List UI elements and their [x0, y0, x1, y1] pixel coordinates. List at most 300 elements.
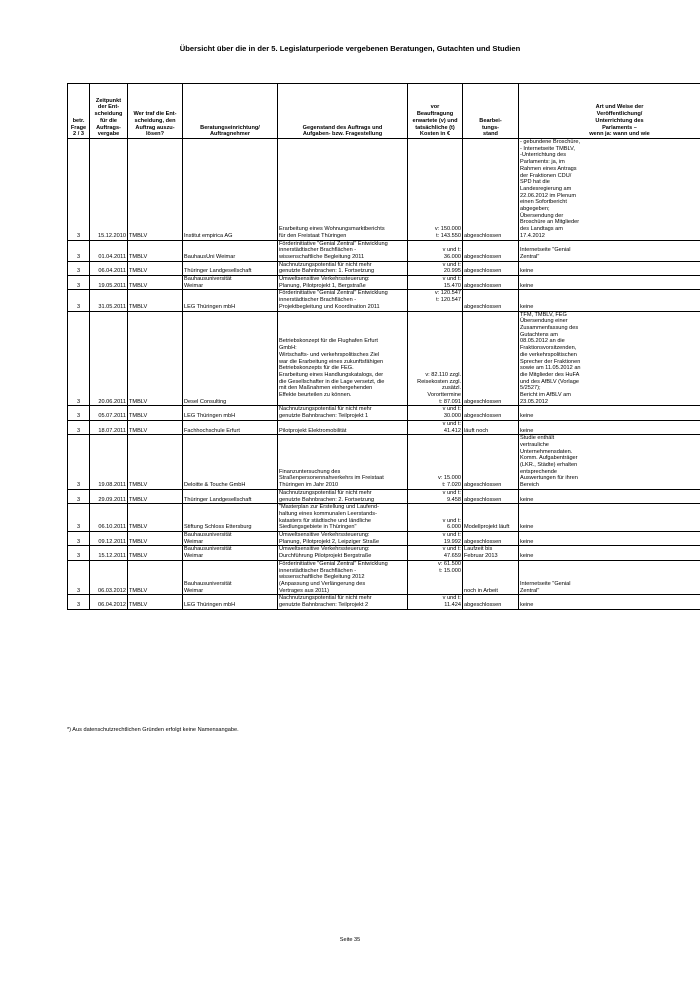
text-line: keine	[520, 496, 534, 503]
text-line: Weimar	[184, 587, 204, 594]
cell-wer: TMBLV	[128, 261, 183, 275]
cell-stand	[463, 532, 519, 546]
text-line: entsprechende	[520, 468, 558, 475]
cell-datum: 15.12.2011	[90, 546, 128, 560]
text-line: abgeschlossen	[464, 482, 502, 489]
cell-art	[519, 546, 700, 560]
table-row	[68, 290, 700, 311]
text-line: abgeschlossen	[464, 398, 502, 405]
text-line: Kosten in €	[419, 131, 451, 138]
cell-frage: 3	[68, 546, 90, 560]
table-row	[68, 435, 700, 490]
text-line: Parlaments: ja, im	[520, 159, 565, 166]
header-wer	[128, 84, 183, 139]
text-line: Wirtschafts- und verkehrspolitisches Ziel	[279, 351, 380, 358]
cell-art	[519, 532, 700, 546]
text-line: Betriebskonzepts für die FEG.	[279, 365, 354, 372]
cell-kosten	[408, 435, 463, 490]
text-line: genutzte Bahnbrachen: 2. Fortsetzung	[279, 496, 375, 503]
cell-stand	[463, 276, 519, 290]
cell-wer: TMBLV	[128, 290, 183, 311]
text-line: 15.470	[443, 282, 461, 289]
text-line: Übersendung einer	[520, 318, 568, 325]
cell-frage: 3	[68, 261, 90, 275]
text-line: abgeschlossen	[464, 253, 502, 260]
cell-frage: 3	[68, 290, 90, 311]
text-line: keine	[520, 602, 534, 609]
text-line: v und t:	[442, 276, 461, 283]
cell-art	[519, 261, 700, 275]
text-line: abgeschlossen	[464, 268, 502, 275]
text-line: betr.	[72, 117, 85, 124]
cell-einrichtung	[183, 435, 278, 490]
cell-kosten	[408, 311, 463, 406]
text-line: der Ent-	[97, 104, 120, 111]
text-line: Vertrages aus 2011)	[279, 587, 329, 594]
text-line: Übersendung der	[520, 212, 564, 219]
cell-frage: 3	[68, 504, 90, 532]
cell-stand	[463, 560, 519, 595]
cell-kosten	[408, 560, 463, 595]
text-line: Gutachtens am	[520, 331, 558, 338]
text-line: erwartete (v) und	[412, 117, 458, 124]
cell-datum: 31.05.2011	[90, 290, 128, 311]
text-line: Unterrichtung des	[595, 117, 644, 124]
text-line: vertrauliche	[520, 441, 549, 448]
cell-frage: 3	[68, 435, 90, 490]
text-line: abgeschlossen	[464, 282, 502, 289]
cell-gegenstand	[278, 595, 408, 609]
text-line: keine	[520, 303, 534, 310]
cell-gegenstand	[278, 504, 408, 532]
text-line: Frage	[70, 124, 87, 131]
text-line: v und t:	[442, 420, 461, 427]
document-title: Übersicht über die in der 5. Legislaturperiode vergebenen Beratungen, Gutachten und Studien	[179, 44, 521, 53]
cell-gegenstand	[278, 290, 408, 311]
cell-wer: TMBLV	[128, 276, 183, 290]
cell-wer: TMBLV	[128, 532, 183, 546]
text-line: Wer traf die Ent-	[133, 111, 177, 118]
cell-kosten	[408, 290, 463, 311]
text-line: Bereich	[520, 482, 539, 489]
cell-stand	[463, 311, 519, 406]
text-line: wissenschaftliche Begleitung 2012	[279, 574, 365, 581]
text-line: "Masterplan zur Erstellung und Laufend-	[279, 504, 379, 511]
text-line: Landesregierung am	[520, 185, 572, 192]
text-line: Bauhausuniversität	[184, 546, 232, 553]
text-line: abgeschlossen	[464, 413, 502, 420]
table-row	[68, 420, 700, 434]
text-line: v und t:	[442, 489, 461, 496]
text-line: Bauhausuniversität	[184, 276, 232, 283]
cell-gegenstand	[278, 420, 408, 434]
text-line: v und t:	[442, 406, 461, 413]
text-line: Durchführung Pilotprojekt Bergstraße	[279, 553, 372, 560]
text-line: Deloitte & Touche GmbH	[184, 482, 246, 489]
text-line: abgeschlossen	[464, 303, 502, 310]
text-line: LEG Thüringen mbH	[184, 602, 236, 609]
text-line: Gegenstand des Auftrags und	[302, 124, 383, 131]
cell-kosten	[408, 240, 463, 261]
cell-frage: 3	[68, 595, 90, 609]
text-line: Fachhochschule Erfurt	[184, 427, 240, 434]
cell-gegenstand	[278, 560, 408, 595]
cell-wer: TMBLV	[128, 420, 183, 434]
text-line: Desel Consulting	[184, 398, 227, 405]
text-line: -Unterrichtung des	[520, 152, 567, 159]
text-line: Bauhausuniversität	[184, 532, 232, 539]
text-line: GmbH:	[279, 345, 297, 352]
text-line: Umweltsensitive Verkehrssteuerung:	[279, 276, 370, 283]
text-line: - Internetseite TMBLV,	[520, 145, 575, 152]
text-line: 36.000	[443, 253, 461, 260]
cell-einrichtung	[183, 420, 278, 434]
cell-frage: 3	[68, 276, 90, 290]
text-line: 47.659	[443, 553, 461, 560]
text-line: 2 / 3	[73, 131, 84, 138]
text-line: die Gesellschafter in die Lage versetzt, die	[279, 378, 385, 385]
cell-datum: 06.04.2012	[90, 595, 128, 609]
cell-gegenstand	[278, 532, 408, 546]
text-line: Weimar	[184, 538, 204, 545]
text-line: Pilotprojekt Elektromobilität	[279, 427, 347, 434]
text-line: t: 7.020	[442, 482, 461, 489]
table-row	[68, 560, 700, 595]
cell-frage: 3	[68, 311, 90, 406]
text-line: Sprecher der Fraktionen	[520, 358, 581, 365]
text-line: Förderinitiative "Genial Zentral" Entwicklung	[279, 290, 388, 297]
table-row	[68, 261, 700, 275]
header-zeitpunkt	[90, 84, 128, 139]
text-line: Zeitpunkt	[95, 97, 122, 104]
text-line: t: 15.000	[439, 567, 461, 574]
cell-einrichtung	[183, 546, 278, 560]
cell-stand	[463, 504, 519, 532]
cell-gegenstand	[278, 261, 408, 275]
text-line: für die	[99, 117, 118, 124]
cell-gegenstand	[278, 240, 408, 261]
cell-wer: TMBLV	[128, 406, 183, 420]
text-line: Betriebskonzept für die Flughafen Erfurt	[279, 338, 378, 345]
text-line: v: 120.547	[434, 290, 461, 297]
text-line: 41.412	[443, 427, 461, 434]
cell-art	[519, 435, 700, 490]
cell-wer: TMBLV	[128, 595, 183, 609]
text-line: Fraktionsvorsitzenden,	[520, 345, 577, 352]
text-line: war die Erarbeitung eines zukunftsfähigen	[279, 358, 384, 365]
cell-gegenstand	[278, 139, 408, 241]
header-gegenstand	[278, 84, 408, 139]
text-line: t: 87.091	[439, 398, 461, 405]
cell-frage: 3	[68, 139, 90, 241]
text-line: v: 61.500	[437, 560, 461, 567]
text-line: Unternehmensdaten.	[520, 448, 573, 455]
text-line	[409, 581, 461, 588]
table-row	[68, 240, 700, 261]
text-line: läuft noch	[464, 427, 489, 434]
text-line: Beratungseinrichtung/	[200, 124, 260, 131]
cell-wer: TMBLV	[128, 139, 183, 241]
text-line: Stiftung Schloss Ettersburg	[184, 524, 252, 531]
cell-kosten	[408, 532, 463, 546]
text-line: t: 120.547	[436, 297, 461, 304]
cell-frage: 3	[68, 532, 90, 546]
text-line: keine	[520, 427, 534, 434]
cell-kosten	[408, 546, 463, 560]
text-line: Finanzuntersuchung des	[279, 468, 341, 475]
cell-art	[519, 489, 700, 503]
text-line: Bericht im AfBLV am	[520, 392, 571, 399]
text-line: 19.992	[443, 538, 461, 545]
cell-einrichtung	[183, 532, 278, 546]
table-row	[68, 595, 700, 609]
table-row	[68, 489, 700, 503]
cell-gegenstand	[278, 276, 408, 290]
cell-einrichtung	[183, 595, 278, 609]
cell-gegenstand	[278, 546, 408, 560]
header-stand	[463, 84, 519, 139]
cell-wer: TMBLV	[128, 311, 183, 406]
cell-stand	[463, 546, 519, 560]
text-line: Parlaments –	[602, 124, 637, 131]
cell-datum: 15.12.2010	[90, 139, 128, 241]
text-line: Effekte beurteilen zu können.	[279, 392, 352, 399]
text-line: keine	[520, 268, 534, 275]
text-line: abgeschlossen	[464, 232, 502, 239]
text-line: die verkehrspolitischen	[520, 351, 577, 358]
cell-art	[519, 240, 700, 261]
cell-stand	[463, 139, 519, 241]
text-line: (LKR., Städte) erhalten	[520, 462, 578, 469]
text-line: v und t:	[442, 595, 461, 602]
text-line: Zentral"	[520, 587, 540, 594]
text-line: Rahmen eines Antrags	[520, 165, 577, 172]
text-line: BauhausUni Weimar	[184, 253, 236, 260]
text-line: v: 82.110 zzgl.	[425, 371, 461, 378]
text-line: v und t:	[442, 517, 461, 524]
text-line: scheidung	[94, 111, 123, 118]
cell-kosten	[408, 406, 463, 420]
cell-einrichtung	[183, 560, 278, 595]
text-line: 30.000	[443, 413, 461, 420]
cell-art	[519, 290, 700, 311]
table-row	[68, 276, 700, 290]
text-line: noch in Arbeit	[464, 587, 498, 594]
text-line: vergabe	[97, 131, 120, 138]
cell-stand	[463, 489, 519, 503]
text-line: vor	[430, 104, 440, 111]
text-line: Vororttermine	[427, 392, 461, 399]
text-line: Zusammenfassung des	[520, 324, 579, 331]
text-line: innerstädtischer Brachflächen -	[279, 247, 357, 254]
text-line: Umweltsensitive Verkehrssteuerung:	[279, 546, 370, 553]
text-line: v und t:	[442, 532, 461, 539]
text-line: Umweltsensitive Verkehrssteuerung:	[279, 532, 370, 539]
cell-einrichtung	[183, 261, 278, 275]
text-line: Planung, Pilotprojekt 1, Bergstraße	[279, 282, 366, 289]
text-line: für den Freistaat Thüringen	[279, 232, 347, 239]
cell-datum: 09.12.2011	[90, 532, 128, 546]
cell-datum: 19.08.2011	[90, 435, 128, 490]
text-line: (Anpassung und Verlängerung des	[279, 581, 366, 587]
text-line: v: 150.000	[434, 226, 461, 233]
table-body	[68, 139, 700, 610]
text-line: - gebundene Broschüre,	[520, 139, 581, 145]
text-line: TFM, TMBLV, FEG	[520, 311, 567, 318]
text-line: haltung eines kommunalen Leerstands-	[279, 510, 377, 517]
text-line: innerstädtischer Brachflächen -	[279, 297, 357, 304]
cell-kosten	[408, 276, 463, 290]
text-line: keine	[520, 538, 534, 545]
text-line: Beauftragung	[416, 111, 454, 118]
header-einrichtung	[183, 84, 278, 139]
text-line: Internetseite "Genial	[520, 581, 571, 587]
text-line: SPD hat die	[520, 179, 550, 186]
text-line: Projektbegleitung und Koordination 2011	[279, 303, 380, 310]
text-line: einen Sofortbericht	[520, 199, 567, 206]
cell-wer: TMBLV	[128, 546, 183, 560]
cell-kosten	[408, 420, 463, 434]
header-art	[519, 84, 700, 139]
cell-kosten	[408, 595, 463, 609]
text-line: Komm. Aufgabenträger	[520, 455, 578, 462]
text-line: LEG Thüringen mbH	[184, 413, 236, 420]
cell-gegenstand	[278, 311, 408, 406]
cell-gegenstand	[278, 406, 408, 420]
text-line: abgeschlossen	[464, 602, 502, 609]
text-line: wenn ja: wann und wie	[589, 131, 650, 138]
text-line: zusätzl.	[442, 385, 461, 392]
text-line: 08.05.2012 an die	[520, 338, 565, 345]
cell-stand	[463, 420, 519, 434]
text-line: 6.000	[447, 524, 461, 531]
cell-art	[519, 560, 700, 595]
text-line: abgegeben;	[520, 206, 550, 213]
text-line: v und t:	[442, 261, 461, 268]
text-line: 11.424	[444, 602, 461, 609]
text-line: v und t:	[442, 247, 461, 254]
cell-wer: TMBLV	[128, 489, 183, 503]
cell-einrichtung	[183, 504, 278, 532]
text-line: keine	[520, 282, 534, 289]
text-line: Internetseite "Genial	[520, 247, 571, 254]
cell-stand	[463, 406, 519, 420]
cell-stand	[463, 261, 519, 275]
cell-einrichtung	[183, 290, 278, 311]
text-line: LEG Thüringen mbH	[184, 303, 236, 310]
text-line: Zentral"	[520, 253, 540, 260]
text-line: Broschüre an Mitglieder	[520, 219, 580, 226]
cell-kosten	[408, 261, 463, 275]
text-line: Februar 2013	[464, 553, 498, 560]
text-line: tungs-	[481, 124, 500, 131]
cell-kosten	[408, 489, 463, 503]
table-row	[68, 311, 700, 406]
table-row	[68, 546, 700, 560]
text-line: 9.458	[447, 496, 461, 503]
text-line: der Fraktionen CDU/	[520, 172, 572, 179]
text-line: Studie enthält	[520, 435, 555, 442]
text-line: sowie am 11.05.2012 an	[520, 365, 581, 372]
cell-einrichtung	[183, 276, 278, 290]
text-line: keine	[520, 553, 534, 560]
text-line: keine	[520, 524, 534, 531]
cell-wer: TMBLV	[128, 435, 183, 490]
text-line: Thüringen im Jahr 2010	[279, 482, 339, 489]
cell-stand	[463, 290, 519, 311]
text-line	[279, 399, 406, 406]
cell-datum: 19.05.2011	[90, 276, 128, 290]
cell-datum: 06.04.2011	[90, 261, 128, 275]
cell-wer: TMBLV	[128, 504, 183, 532]
cell-stand	[463, 435, 519, 490]
cell-art	[519, 406, 700, 420]
text-line: Förderinitiative "Genial Zentral" Entwicklung	[279, 240, 388, 247]
cell-frage: 3	[68, 560, 90, 595]
text-line: Auswertungen für ihren	[520, 475, 578, 482]
text-line: Straßenpersonennahverkehrs im Freistaat	[279, 475, 384, 482]
page-number: Seite 35	[339, 937, 361, 943]
text-line: stand	[483, 131, 498, 138]
cell-art	[519, 276, 700, 290]
cell-datum: 06.10.2011	[90, 504, 128, 532]
text-line: Planung, Pilotprojekt 2, Leipziger Straße	[279, 538, 380, 545]
text-line: Auftragnehmer	[209, 131, 251, 138]
table-row	[68, 406, 700, 420]
text-line: die Mitglieder des HuFA	[520, 371, 580, 378]
text-line: tatsächliche (t)	[415, 124, 455, 131]
text-line: 5/2527);	[520, 385, 541, 392]
cell-wer: TMBLV	[128, 560, 183, 595]
cell-einrichtung	[183, 240, 278, 261]
cell-einrichtung	[183, 139, 278, 241]
text-line: Auftrag auszu-	[135, 124, 175, 131]
text-line: genutzte Bahnbrachen: 1. Fortsetzung	[279, 268, 375, 275]
cell-datum: 29.09.2011	[90, 489, 128, 503]
cell-stand	[463, 240, 519, 261]
text-line: Förderinitiative "Genial Zentral" Entwicklung	[279, 560, 388, 567]
text-line: Veröffentlichung/	[596, 111, 643, 118]
text-line: Auftrags-	[96, 124, 121, 131]
text-line: genutzte Bahnbrachen: Teilprojekt 1	[279, 413, 369, 420]
text-line: Thüringer Landgesellschaft	[184, 268, 252, 275]
contracts-table	[67, 83, 700, 610]
cell-art	[519, 139, 700, 241]
cell-einrichtung	[183, 311, 278, 406]
text-line: Art und Weise der	[595, 104, 644, 111]
cell-datum: 06.03.2012	[90, 560, 128, 595]
text-line: scheidung, den	[134, 117, 176, 124]
text-line: und des AfBLV (Vorlage	[520, 378, 579, 385]
text-line: Aufgaben- bzw. Fragestellung	[302, 131, 383, 138]
text-line: Weimar	[184, 282, 204, 289]
cell-frage: 3	[68, 420, 90, 434]
text-line: Laufzeit bis	[464, 546, 493, 553]
text-line: mit den Maßnahmen einhergehenden	[279, 385, 373, 392]
header-row	[68, 84, 700, 139]
text-line: 17.4.2012	[520, 232, 545, 239]
cell-datum: 05.07.2011	[90, 406, 128, 420]
cell-datum: 01.04.2011	[90, 240, 128, 261]
cell-kosten	[408, 139, 463, 241]
cell-gegenstand	[278, 489, 408, 503]
cell-frage: 3	[68, 406, 90, 420]
text-line: Nachnutzungspotential für nicht mehr	[279, 489, 372, 496]
text-line: Institut empirica AG	[184, 232, 233, 239]
text-line: abgeschlossen	[464, 496, 502, 503]
text-line: v und t:	[442, 546, 461, 553]
text-line: Nachnutzungspotential für nicht mehr	[279, 261, 372, 268]
